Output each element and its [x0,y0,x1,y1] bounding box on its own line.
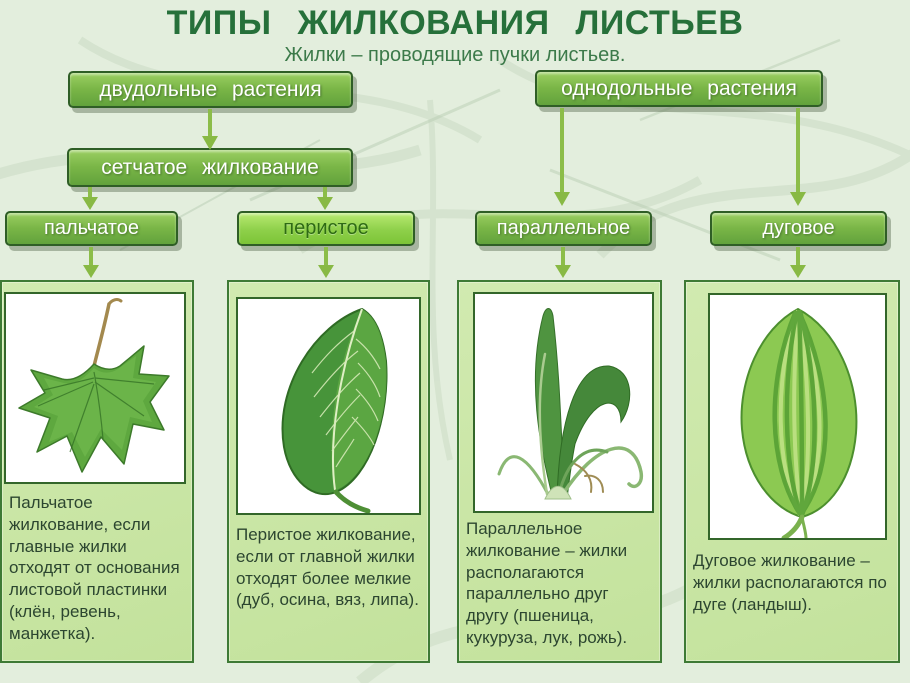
page-subtitle: Жилки – проводящие пучки листьев. [284,44,626,66]
plantain-leaf-illustration [710,295,885,538]
dicot-plants-box: двудольные растения [68,71,353,108]
palmate-panel [0,280,194,663]
grass-plant-illustration [475,294,652,511]
parallel-panel [457,280,662,663]
palmate-type-box: пальчатое [5,211,178,246]
reticulate-venation-box: сетчатое жилкование [67,148,353,187]
arcuate-type-box: дуговое [710,211,887,246]
pinnate-panel [227,280,430,663]
palmate-leaf-image [4,292,186,484]
pinnate-type-box: перистое [237,211,415,246]
monocot-plants-box: однодольные растения [535,70,823,107]
maple-leaf-illustration [6,294,184,482]
arcuate-description: Дуговое жилкование – жилки располагаются по дуге (ландыш). [693,551,887,614]
pinnate-leaf-image [236,297,421,515]
pinnate-description: Перистое жилкование, если от главной жилки отходят более мелкие (дуб, осина, вяз, липа). [236,525,419,610]
arcuate-panel [684,280,900,663]
parallel-description: Параллельное жилкование – жилки располагаются параллельно друг другу (пшеница, кукуруза, лук, рожь). [466,519,628,647]
parallel-type-box: параллельное [475,211,652,246]
parallel-leaf-image [473,292,654,513]
palmate-description: Пальчатое жилкование, если главные жилки отходят от основания листовой пластинки (клён, ревень, манжетка). [9,493,180,643]
arcuate-leaf-image [708,293,887,540]
pinnate-leaf-illustration [238,299,419,513]
page-title: ТИПЫ ЖИЛКОВАНИЯ ЛИСТЬЕВ [166,4,744,42]
